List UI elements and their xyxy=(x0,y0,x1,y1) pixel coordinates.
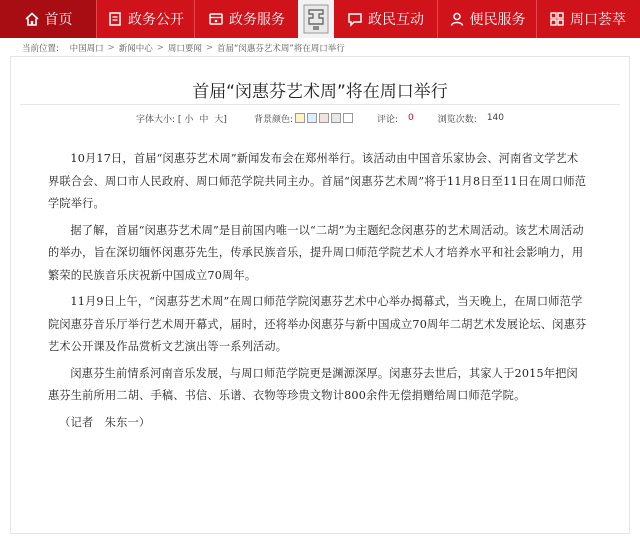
bg-color-swatch-gray[interactable] xyxy=(331,113,341,123)
breadcrumb-separator xyxy=(63,43,66,53)
article-meta xyxy=(0,110,640,126)
user-icon xyxy=(449,11,465,27)
comment-count[interactable]: 0 xyxy=(408,113,414,123)
nav-zhoukou-highlights[interactable] xyxy=(537,0,638,38)
article-body xyxy=(48,148,588,438)
comment-info xyxy=(377,112,414,125)
breadcrumb-separator: > xyxy=(156,43,164,53)
article-paragraph: 闵惠芬生前情系河南音乐发展，与周口师范学院更是渊源深厚。闵惠芬去世后，其家人于2015年把闵惠芬生前所用二胡、手稿、书信、乐谱、衣物等珍贵文物计800余件无偿捐赠给周口师范学院。 xyxy=(48,366,578,402)
nav-interaction[interactable] xyxy=(334,0,437,38)
views-label: 浏览次数: xyxy=(437,114,477,125)
article-title: 首届“闵惠芬艺术周”将在周口举行 xyxy=(192,82,448,102)
views-info xyxy=(438,112,504,125)
article-paragraph: 11月9日上午，“闵惠芬艺术周”在周口师范学院闵惠芬艺术中心举办揭幕式，当天晚上，在周口师范学院闵惠芬音乐厅举行艺术周开幕式，届时，还将举办闵惠芬与新中国成立70周年二胡艺术发展论坛、闵惠芬艺术公开课及作品赏析文艺演出等一系列活动。 xyxy=(48,295,587,353)
bg-color-swatch-white[interactable] xyxy=(343,113,353,123)
article-paragraph: 10月17日，首届“闵惠芬艺术周”新闻发布会在郑州举行。该活动由中国音乐家协会、河南省文学艺术界联合会、周口市人民政府、周口师范学院共同主办。首届“闵惠芬艺术周”将于11月8日至11日在周口师范学院举行。 xyxy=(48,152,587,210)
speech-bubble-icon xyxy=(347,11,363,27)
bg-color-swatch-blue[interactable] xyxy=(307,113,317,123)
site-logo[interactable] xyxy=(298,0,334,38)
nav-home[interactable] xyxy=(0,0,96,38)
views-count: 140 xyxy=(486,113,504,123)
nav-zhoukou-highlights-label: 周口荟萃 xyxy=(570,12,626,28)
comment-label: 评论: xyxy=(376,114,399,125)
home-icon xyxy=(24,11,40,27)
font-size-small-button[interactable]: 小 xyxy=(184,114,194,125)
breadcrumb-separator: > xyxy=(205,43,213,53)
breadcrumb-separator: > xyxy=(107,43,115,53)
breadcrumb xyxy=(22,41,345,55)
nav-gov-service-label: 政务服务 xyxy=(229,12,285,28)
bg-color-swatch-pink[interactable] xyxy=(319,113,329,123)
article-signature: （记者 朱东一） xyxy=(59,415,151,429)
top-nav xyxy=(0,0,640,38)
document-icon xyxy=(107,11,123,27)
grid-icon xyxy=(549,11,565,27)
bg-color-label: 背景颜色: xyxy=(253,114,293,125)
font-size-controls xyxy=(136,112,230,125)
font-size-label: 字体大小: [ xyxy=(135,114,182,125)
breadcrumb-link-home[interactable]: 中国周口 xyxy=(69,44,104,54)
article-paragraph: 据了解，首届“闵惠芬艺术周”是目前国内唯一以“二胡”为主题纪念闵惠芬的艺术周活动。该艺术周活动的举办，旨在深切缅怀闵惠芬先生，传承民族音乐，提升周口师范学院艺术人才培养水平和社会影响力，用繁荣的民族音乐庆祝新中国成立70周年。 xyxy=(48,223,584,282)
breadcrumb-link-zhoukou-news[interactable]: 周口要闻 xyxy=(167,44,202,54)
font-size-large-button[interactable]: 大] xyxy=(214,114,227,125)
title-divider xyxy=(20,104,620,105)
nav-home-label: 首页 xyxy=(44,12,73,28)
nav-convenience-label: 便民服务 xyxy=(469,12,526,28)
bg-color-controls xyxy=(254,112,353,125)
breadcrumb-prefix: 当前位置: xyxy=(22,44,59,54)
breadcrumb-link-current[interactable]: 首届“闵惠芬艺术周”将在周口举行 xyxy=(217,44,345,54)
nav-gov-affairs-label: 政务公开 xyxy=(128,12,184,28)
bg-color-swatch-yellow[interactable] xyxy=(295,113,305,123)
service-icon xyxy=(208,11,224,27)
font-size-medium-button[interactable]: 中 xyxy=(199,114,209,125)
nav-gov-affairs[interactable] xyxy=(97,0,194,38)
nav-convenience[interactable] xyxy=(438,0,536,38)
nav-interaction-label: 政民互动 xyxy=(368,12,424,28)
breadcrumb-link-news-center[interactable]: 新闻中心 xyxy=(118,44,153,54)
nav-gov-service[interactable] xyxy=(195,0,298,38)
